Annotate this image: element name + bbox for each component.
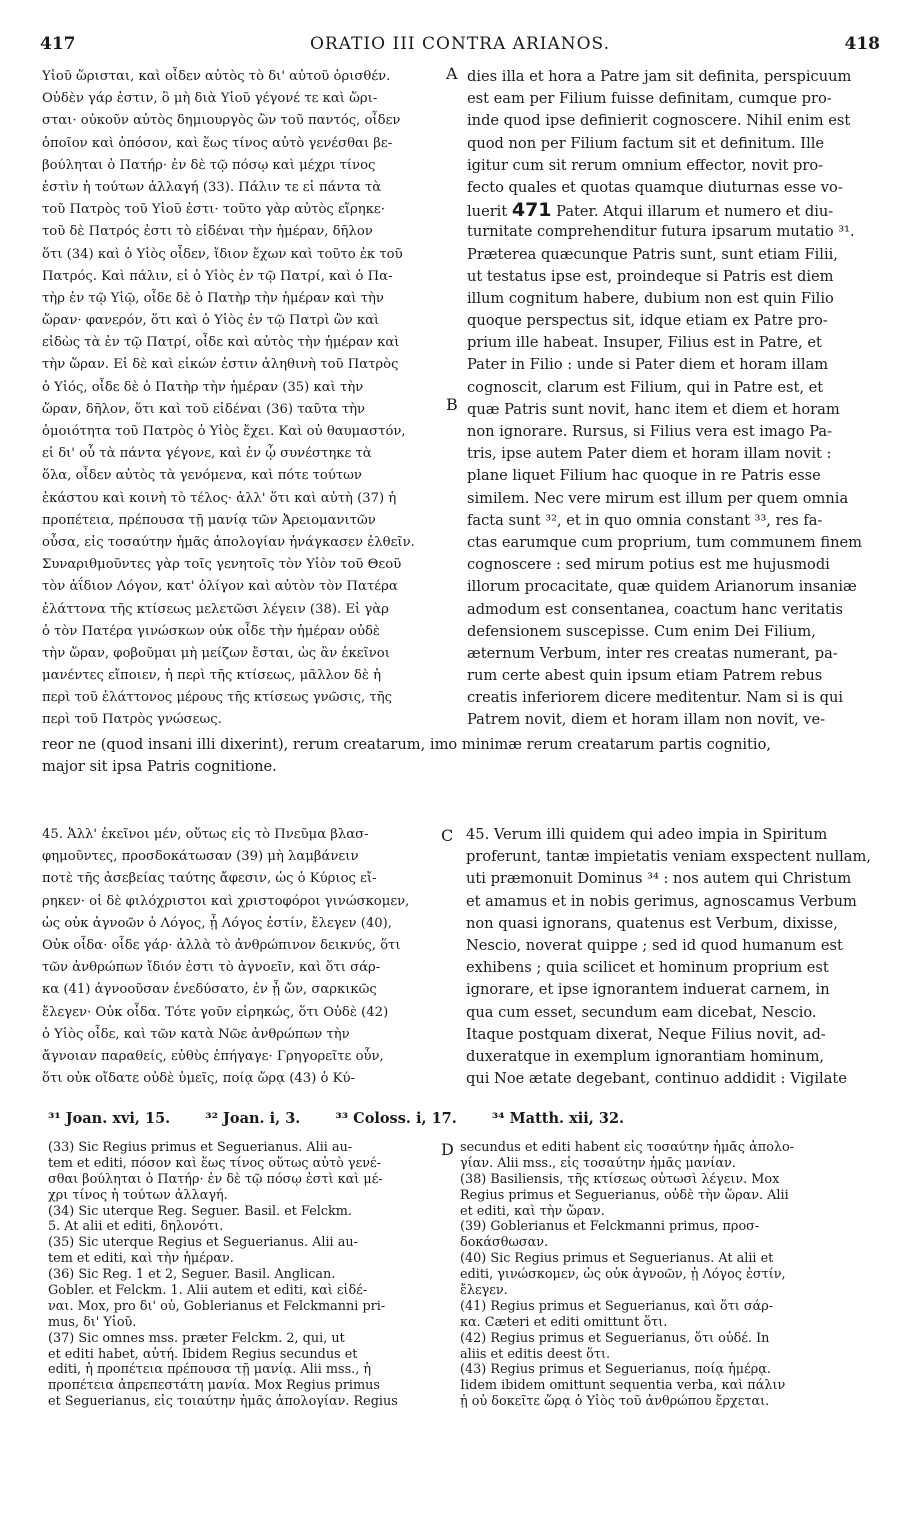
latin-line: rum certe abest quin ipsum etiam Patrem rebus (467, 667, 823, 685)
note-line: mus, δι' Υἱοῦ. (48, 1314, 137, 1330)
greek-line: ὁποῖον καὶ ὁπόσον, καὶ ἕως τίνος αὐτὸ γενέσθαι βε- (42, 135, 393, 151)
note-line: προπέτεια ἀπρεπεστάτη μανία. Mox Regius primus (48, 1378, 380, 1394)
latin-line: major sit ipsa Patris cognitione. (42, 758, 277, 775)
note-line: secundus et editi habent εἰς τοσαύτην ἡμᾶς ἀπολο- (460, 1140, 795, 1155)
latin-line: dies illa et hora a Patre jam sit definita, perspicuum (467, 68, 852, 85)
page-number-right: 418 (844, 34, 880, 54)
latin-line: reor ne (quod insani illi dixerint), rerum creatarum, imo minimæ rerum creatarum partis cognitio, (42, 736, 771, 753)
latin-text-column-top (467, 66, 880, 734)
note-line: editi, γινώσκομεν, ὡς οὐκ ἀγνοῶν, ᾗ Λόγος ἐστίν, (460, 1267, 786, 1283)
running-header (40, 34, 880, 56)
latin-line-rest: Pater. Atqui illarum et numero et diu- (551, 203, 834, 221)
greek-line: φημοῦντες, προσδοκάτωσαν (39) μὴ λαμβάνειν (42, 849, 359, 865)
latin-line: prium ille habeat. Insuper, Filius est in Patre, et (467, 334, 822, 352)
latin-line: 45. Verum illi quidem qui adeo impia in Spiritum (466, 826, 828, 843)
greek-line: μανέντες εἴποιεν, ἡ περὶ τῆς κτίσεως, μᾶλλον δὲ ἡ (42, 668, 382, 684)
latin-line: defensionem suscepisse. Cum enim Dei Filium, (467, 622, 816, 640)
column-number-marker: 471 (511, 199, 552, 222)
greek-line: σται· οὐκοῦν αὐτὸς δημιουργὸς ὢν τοῦ παντός, οἶδεν (42, 113, 401, 129)
note-line: ναι. Mox, pro δι' οὗ, Goblerianus et Felckmanni pri- (48, 1298, 386, 1314)
latin-line: similem. Nec vere mirum est illum per quem omnia (467, 489, 849, 507)
latin-line: ctas earumque cum proprium, tum communem finem (467, 533, 862, 551)
latin-line: quæ Patris sunt novit, hanc item et diem et horam (467, 400, 840, 418)
latin-line: tris, ipse autem Pater diem et horam illam novit : (467, 445, 832, 463)
greek-line: προπέτεια, πρέπουσα τῇ μανίᾳ τῶν Ἀρειομανιτῶν (42, 512, 376, 528)
greek-line: Οὐκ οἶδα· οἶδε γάρ· ἀλλὰ τὸ ἀνθρώπινον δεικνύς, ὅτι (42, 937, 401, 953)
latin-line: plane liquet Filium hac quoque in re Patris esse (467, 467, 821, 485)
greek-line: τῶν ἀνθρώπων ἴδιόν ἐστι τὸ ἀγνοεῖν, καὶ ὅτι σάρ- (42, 960, 381, 976)
greek-line: τὴν ὥραν, φοβοῦμαι μὴ μείζων ἔσται, ὡς ἂν ἐκεῖνοι (42, 645, 390, 661)
greek-line: Οὐδὲν γάρ ἐστιν, ὃ μὴ διὰ Υἱοῦ γέγονέ τε καὶ ὥρι- (42, 91, 378, 107)
note-line: Iidem ibidem omittunt sequentia verba, καὶ πάλιν (460, 1378, 786, 1394)
note-line: σθαι βούληται ὁ Πατήρ· ἐν δὲ τῷ πόσῳ ἐστὶ καὶ μέ- (48, 1171, 383, 1187)
note-line: (39) Goblerianus et Felckmanni primus, προσ- (460, 1219, 760, 1235)
greek-line: περὶ τοῦ Πατρὸς γνώσεως. (42, 712, 222, 728)
latin-line: Patrem novit, diem et horam illam non novit, ve- (467, 711, 826, 729)
greek-line: ἐστὶν ἡ τούτων ἀλλαγή (33). Πάλιν τε εἰ πάντα τὰ (42, 179, 382, 195)
greek-line: ποτὲ τῆς ἀσεβείας ταύτης ἄφεσιν, ὡς ὁ Κύριος εἴ- (42, 871, 377, 887)
greek-line: τοῦ Πατρὸς τοῦ Υἱοῦ ἐστι· τοῦτο γὰρ αὐτὸς εἴρηκε· (42, 202, 385, 218)
latin-line: turnitate comprehenditur futura ipsarum mutatio ³¹. (467, 223, 855, 241)
note-line: (42) Regius primus et Seguerianus, ὅτι οὐδέ. In (460, 1330, 770, 1346)
greek-line: ὁ Υἱὸς οἶδε, καὶ τῶν κατὰ Νῶε ἀνθρώπων τὴν (42, 1026, 350, 1042)
latin-line: non ignorare. Rursus, si Filius vera est imago Pa- (467, 423, 833, 440)
margin-letter-d: D (441, 1140, 454, 1159)
greek-line: τὴρ ἐν τῷ Υἱῷ, οἶδε δὲ ὁ Πατὴρ τὴν ἡμέραν καὶ τὴν (42, 290, 384, 306)
scripture-references (48, 1110, 878, 1127)
greek-line: Υἱοῦ ὥρισται, καὶ οἶδεν αὐτὸς τὸ δι' αὐτοῦ ὁρισθέν. (42, 69, 391, 84)
latin-line: fecto quales et quotas quamque diuturnas esse vo- (467, 178, 843, 196)
latin-line: Pater in Filio : unde si Pater diem et horam illam (467, 356, 829, 374)
note-line: (37) Sic omnes mss. præter Felckm. 2, qui, ut (48, 1330, 345, 1346)
critical-notes-right (460, 1140, 880, 1410)
latin-full-width-text (42, 734, 877, 778)
note-line: δοκάσθωσαν. (460, 1235, 549, 1251)
latin-line: Præterea quæcunque Patris sunt, sunt etiam Filii, (467, 245, 838, 263)
greek-line: τὸν ἀΐδιον Λόγον, κατ' ὀλίγον καὶ αὐτὸν τὸν Πατέρα (42, 579, 398, 595)
note-line: Regius primus et Seguerianus, οὐδὲ τὴν ὥραν. Alii (460, 1187, 789, 1203)
latin-line: illorum procacitate, quæ quidem Arianorum insaniæ (467, 578, 857, 596)
note-line: 5. At alii et editi, δηλονότι. (48, 1219, 224, 1235)
note-line: tem et editi, πόσον καὶ ἕως τίνος οὕτως αὐτὸ γενέ- (48, 1155, 381, 1171)
greek-line: ἑκάστου καὶ κοινὴ τὸ τέλος· ἀλλ' ὅτι καὶ αὐτὴ (37) ἡ (42, 490, 397, 506)
latin-line: proferunt, tantæ impietatis veniam exspectent nullam, (466, 848, 871, 866)
note-line: et Seguerianus, εἰς τοιαύτην ἡμᾶς ἀπολογίαν. Regius (48, 1394, 398, 1410)
latin-line: quoque perspectus sit, idque etiam ex Patre pro- (467, 312, 828, 330)
greek-line: ὅτι (34) καὶ ὁ Υἱὸς οἶδεν, ἴδιον ἔχων καὶ τοῦτο ἐκ τοῦ (42, 246, 403, 262)
greek-line: ὅλα, οἶδεν αὐτὸς τὰ γενόμενα, καὶ πότε τούτων (42, 468, 362, 484)
note-line: editi, ἡ προπέτεια πρέπουσα τῇ μανίᾳ. Alii mss., ἡ (48, 1362, 372, 1378)
greek-line: οὖσα, εἰς τοσαύτην ἡμᾶς ἀπολογίαν ἠνάγκασεν ἐλθεῖν. (42, 534, 415, 550)
note-line: tem et editi, καὶ τὴν ἡμέραν. (48, 1251, 234, 1267)
greek-line: Συναριθμοῦντες γὰρ τοῖς γενητοῖς τὸν Υἱὸν τοῦ Θεοῦ (42, 557, 402, 573)
note-line: (35) Sic uterque Regius et Seguerianus. Alii au- (48, 1235, 358, 1251)
latin-line-prefix: luerit (467, 203, 512, 221)
latin-line: cognoscere : sed mirum potius est me hujusmodi (467, 556, 830, 574)
greek-line: βούληται ὁ Πατήρ· ἐν δὲ τῷ πόσῳ καὶ μέχρι τίνος (42, 157, 376, 173)
latin-line: ignorare, et ipse ignorantem induerat carnem, in (466, 981, 830, 999)
note-line: χρι τίνος ἡ τούτων ἀλλαγή. (48, 1187, 228, 1203)
latin-line: et amamus et in nobis gerimus, agnoscamus Verbum (466, 892, 857, 910)
greek-line: ὁμοιότητα τοῦ Πατρὸς ὁ Υἱὸς ἔχει. Καὶ οὐ θαυμαστόν, (42, 424, 406, 439)
latin-line: inde quod ipse definierit cognoscere. Nihil enim est (467, 112, 851, 130)
note-line: (38) Basiliensis, τῆς κτίσεως οὑτωσὶ λέγειν. Mox (460, 1171, 780, 1187)
latin-line: ut testatus ipse est, proindeque si Patris est diem (467, 267, 834, 285)
greek-line: εἰδὼς τὰ ἐν τῷ Πατρί, οἶδε καὶ αὐτὸς τὴν ἡμέραν καὶ (42, 335, 400, 351)
latin-text-column-middle (466, 824, 880, 1094)
latin-line: creatis inferiorem dicere meditentur. Nam si is qui (467, 689, 844, 707)
latin-line: cognoscit, clarum est Filium, qui in Patre est, et (467, 378, 824, 396)
scripture-ref: ³² Joan. i, 3. (205, 1110, 301, 1127)
greek-line: κα (41) ἀγνοοῦσαν ἐνεδύσατο, ἐν ᾗ ὤν, σαρκικῶς (42, 982, 377, 998)
note-line: ἔλεγεν. (460, 1283, 508, 1299)
latin-line: Nescio, noverat quippe ; sed id quod humanum est (466, 936, 843, 954)
scripture-ref: ³¹ Joan. xvi, 15. (48, 1110, 171, 1127)
note-line: et editi, καὶ τὴν ὥραν. (460, 1203, 605, 1219)
latin-line: æternum Verbum, inter res creatas numerant, pa- (467, 644, 838, 662)
greek-line: 45. Ἀλλ' ἐκεῖνοι μέν, οὕτως εἰς τὸ Πνεῦμα βλασ- (42, 827, 369, 842)
greek-line: ὥραν, δῆλον, ὅτι καὶ τοῦ εἰδέναι (36) ταῦτα τὴν (42, 401, 366, 417)
margin-letter-a: A (446, 64, 458, 83)
latin-line: igitur cum sit rerum omnium effector, novit pro- (467, 156, 824, 174)
note-line: Gobler. et Felckm. 1. Alii autem et editi, καὶ εἰδέ- (48, 1283, 368, 1299)
page-number-left: 417 (40, 34, 76, 54)
running-title: ORATIO III CONTRA ARIANOS. (310, 34, 610, 54)
greek-line: ὁ Υἱός, οἶδε δὲ ὁ Πατὴρ τὴν ἡμέραν (35) καὶ τὴν (42, 379, 364, 395)
note-line: γίαν. Alii mss., εἰς τοσαύτην ἡμᾶς μανίαν. (460, 1155, 736, 1171)
latin-line: illum cognitum habere, dubium non est quin Filio (467, 289, 834, 307)
greek-line: ὥραν· φανερόν, ὅτι καὶ ὁ Υἱὸς ἐν τῷ Πατρὶ ὢν καὶ (42, 313, 380, 329)
note-line: aliis et editis deest ὅτι. (460, 1346, 611, 1362)
greek-text-column-top (42, 66, 444, 734)
greek-line: ρηκεν· οἱ δὲ φιλόχριστοι καὶ χριστοφόροι γινώσκομεν, (42, 893, 410, 909)
latin-line: facta sunt ³², et in quo omnia constant ³³, res fa- (467, 511, 823, 529)
margin-letter-c: C (441, 826, 454, 845)
latin-line: duxeratque in exemplum ignorantiam hominum, (466, 1047, 825, 1065)
greek-line: τοῦ δὲ Πατρός ἐστι τὸ εἰδέναι τὴν ἡμέραν, δῆλον (42, 224, 373, 240)
greek-text-column-middle (42, 824, 440, 1094)
note-line: (43) Regius primus et Seguerianus, ποίᾳ ἡμέρᾳ. (460, 1362, 771, 1378)
greek-line: ἄγνοιαν παραθείς, εὐθὺς ἐπήγαγε· Γρηγορεῖτε οὖν, (42, 1048, 384, 1064)
note-line: ᾗ οὐ δοκεῖτε ὥρᾳ ὁ Υἱὸς τοῦ ἀνθρώπου ἔρχεται. (460, 1394, 770, 1410)
scripture-ref: ³³ Coloss. i, 17. (335, 1110, 457, 1127)
latin-line (467, 199, 880, 221)
latin-line: qui Noe ætate degebant, continuo addidit : Vigilate (466, 1070, 847, 1088)
greek-line: ὅτι οὐκ οἴδατε οὐδὲ ὑμεῖς, ποίᾳ ὥρᾳ (43) ὁ Κύ- (42, 1071, 355, 1087)
latin-line: uti præmonuit Dominus ³⁴ : nos autem qui Christum (466, 870, 852, 888)
note-line: (34) Sic uterque Reg. Seguer. Basil. et Felckm. (48, 1203, 352, 1219)
latin-line: qua cum esset, secundum eam dicebat, Nescio. (466, 1003, 817, 1021)
greek-line: ὁ τὸν Πατέρα γινώσκων οὐκ οἶδε τὴν ἡμέραν οὐδὲ (42, 623, 381, 639)
latin-line: exhibens ; quia scilicet et hominum proprium est (466, 959, 829, 977)
scripture-ref: ³⁴ Matth. xii, 32. (491, 1110, 625, 1127)
greek-line: εἰ δι' οὗ τὰ πάντα γέγονε, καὶ ἐν ᾧ συνέστηκε τὰ (42, 446, 372, 462)
note-line: (41) Regius primus et Seguerianus, καὶ ὅτι σάρ- (460, 1298, 774, 1314)
latin-line: admodum est consentanea, coactum hanc veritatis (467, 600, 843, 618)
greek-line: Πατρός. Καὶ πάλιν, εἰ ὁ Υἱὸς ἐν τῷ Πατρί, καὶ ὁ Πα- (42, 268, 393, 284)
note-line: (40) Sic Regius primus et Seguerianus. At alii et (460, 1251, 774, 1267)
latin-line: est eam per Filium fuisse definitam, cumque pro- (467, 90, 832, 108)
greek-line: τὴν ὥραν. Εἰ δὲ καὶ εἰκών ἐστιν ἀληθινὴ τοῦ Πατρὸς (42, 357, 399, 373)
latin-line: non quasi ignorans, quatenus est Verbum, dixisse, (466, 914, 838, 932)
greek-line: ἐλάττονα τῆς κτίσεως μελετῶσι λέγειν (38). Εἰ γὰρ (42, 601, 389, 617)
greek-line: περὶ τοῦ ἐλάττονος μέρους τῆς κτίσεως γνῶσις, τῆς (42, 690, 392, 706)
greek-line: ὡς οὐκ ἀγνοῶν ὁ Λόγος, ᾗ Λόγος ἐστίν, ἔλεγεν (40), (42, 915, 392, 931)
margin-letter-b: B (446, 395, 458, 414)
note-line: et editi habet, αὐτή. Ibidem Regius secundus et (48, 1346, 358, 1362)
greek-line: ἔλεγεν· Οὐκ οἶδα. Τότε γοῦν εἰρηκώς, ὅτι Οὐδὲ (42) (42, 1004, 389, 1020)
note-line: κα. Cæteri et editi omittunt ὅτι. (460, 1314, 668, 1330)
critical-notes-left (48, 1140, 436, 1410)
note-line: (33) Sic Regius primus et Seguerianus. Alii au- (48, 1140, 353, 1155)
note-line: (36) Sic Reg. 1 et 2, Seguer. Basil. Anglican. (48, 1267, 336, 1283)
latin-line: Itaque postquam dixerat, Neque Filius novit, ad- (466, 1025, 826, 1043)
latin-line: quod non per Filium factum sit et definitum. Ille (467, 134, 825, 152)
